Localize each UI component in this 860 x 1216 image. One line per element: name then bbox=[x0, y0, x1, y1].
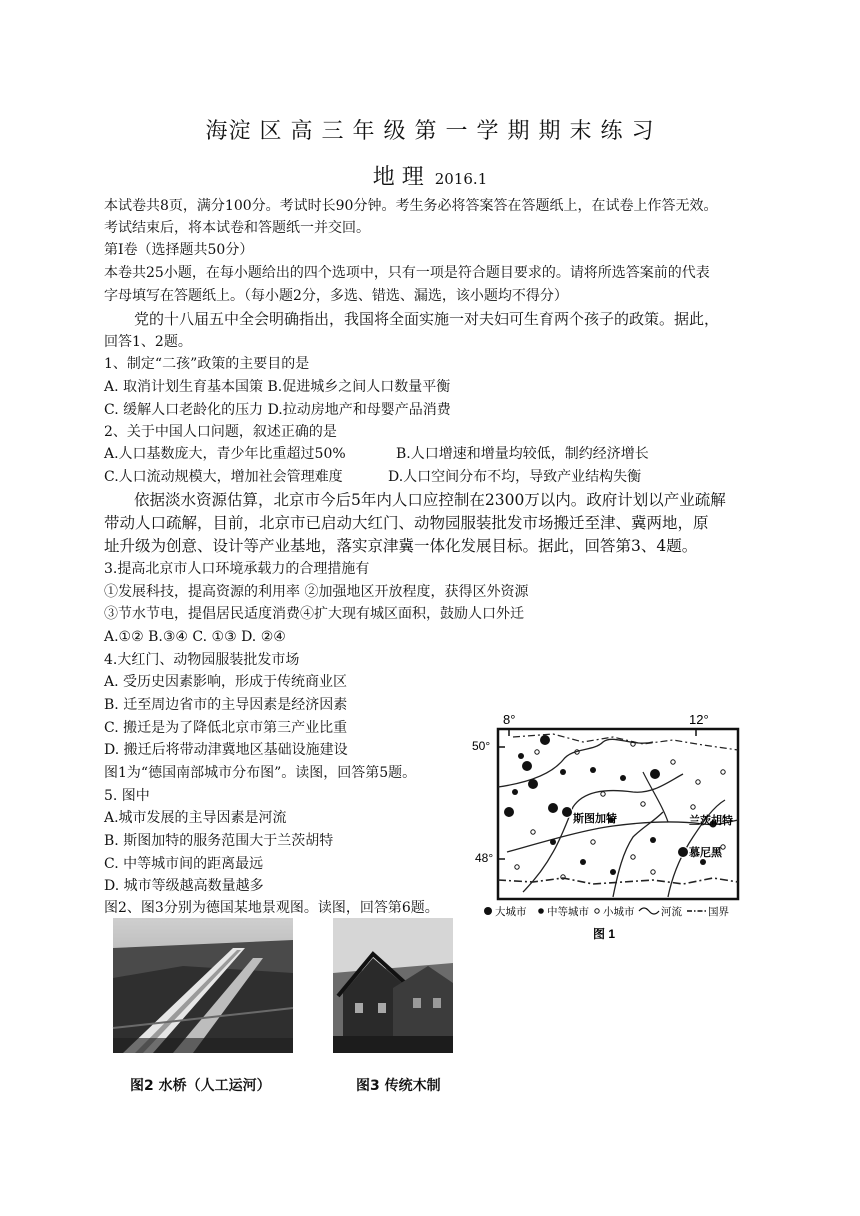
national-border bbox=[498, 878, 738, 884]
instructions-line-1: 本试卷共8页，满分100分。考试时长90分钟。考生务必将答案答在答题纸上，在试卷上作答无效。 bbox=[104, 198, 718, 214]
legend-small-city-symbol bbox=[595, 909, 599, 913]
q1-options-ab: A. 取消计划生育基本国策 B.促进城乡之间人口数量平衡 bbox=[104, 379, 451, 395]
fig23-intro: 图2、图3分别为德国某地景观图。读图，回答第6题。 bbox=[104, 900, 439, 916]
passage2-line-1: 依据淡水资源估算，北京市今后5年内人口应控制在2300万以内。政府计划以产业疏解 bbox=[134, 491, 726, 509]
small-city bbox=[671, 760, 675, 764]
small-city bbox=[696, 780, 700, 784]
fig3-caption: 图3 传统木制 bbox=[356, 1078, 441, 1094]
q1-stem: 1、制定“二孩”政策的主要目的是 bbox=[104, 356, 310, 372]
q4-option-b: B. 迁至周边省市的主导因素是经济因素 bbox=[104, 697, 348, 713]
passage1-line-1: 党的十八届五中全会明确指出，我国将全面实施一对夫妇可生育两个孩子的政策。据此， bbox=[134, 310, 720, 328]
q5-stem: 5. 图中 bbox=[104, 788, 150, 804]
large-city bbox=[504, 807, 514, 817]
small-city bbox=[641, 802, 645, 806]
small-city bbox=[591, 840, 595, 844]
small-city bbox=[515, 865, 519, 869]
river bbox=[643, 772, 668, 822]
q5-option-b: B. 斯图加特的服务范围大于兰茨胡特 bbox=[104, 833, 334, 849]
q5-option-a: A.城市发展的主导因素是河流 bbox=[104, 810, 287, 826]
medium-city bbox=[518, 753, 524, 759]
q2-option-d: D.人口空间分布不均，导致产业结构失衡 bbox=[388, 469, 642, 485]
q4-stem: 4.大红门、动物园服装批发市场 bbox=[104, 652, 300, 668]
exam-subject: 地 理 bbox=[372, 165, 424, 190]
fig2-caption: 图2 水桥（人工运河） bbox=[130, 1078, 271, 1094]
exam-date: 2016.1 bbox=[434, 170, 488, 188]
large-city bbox=[528, 779, 538, 789]
legend-border: 国界 bbox=[708, 906, 729, 918]
map-lat-50-label: 50° bbox=[472, 739, 491, 753]
q2-option-a: A.人口基数庞大，青少年比重超过50% bbox=[104, 446, 346, 462]
map-lat-48-label: 48° bbox=[475, 851, 494, 865]
city-distribution-map bbox=[472, 712, 743, 944]
q5-option-d: D. 城市等级越高数量越多 bbox=[104, 878, 264, 894]
instructions-line-4: 字母填写在答题纸上。（每小题2分，多选、错选、漏选，该小题均不得分） bbox=[104, 288, 568, 304]
medium-city bbox=[580, 859, 586, 865]
small-city bbox=[601, 792, 605, 796]
small-city bbox=[631, 855, 635, 859]
legend-large-city-symbol bbox=[484, 907, 492, 915]
part1-heading: 第I卷（选择题共50分） bbox=[104, 242, 254, 258]
large-city bbox=[522, 761, 532, 771]
medium-city bbox=[550, 839, 556, 845]
timber-house-photo bbox=[333, 918, 453, 1053]
large-city bbox=[562, 807, 573, 818]
large-city bbox=[650, 769, 660, 779]
aqueduct-bridge-photo bbox=[113, 918, 293, 1053]
q2-stem: 2、关于中国人口问题，叙述正确的是 bbox=[104, 424, 337, 440]
medium-city bbox=[610, 869, 616, 875]
medium-city bbox=[620, 775, 626, 781]
passage2-line-3: 址升级为创意、设计等产业基地，落实京津冀一体化发展目标。据此，回答第3、4题。 bbox=[104, 537, 698, 555]
exam-title: 海淀 区 高 三 年 级 第 一 学 期 期 末 练 习 bbox=[205, 119, 655, 144]
passage1-line-2: 回答1、2题。 bbox=[104, 334, 192, 350]
q4-option-a: A. 受历史因素影响，形成于传统商业区 bbox=[104, 674, 348, 690]
exam-subject-line bbox=[0, 160, 860, 191]
instructions-line-2: 考试结束后，将本试卷和答题纸一并交回。 bbox=[104, 220, 370, 236]
legend-river-symbol bbox=[639, 908, 659, 914]
map-legend bbox=[484, 905, 729, 918]
small-city bbox=[691, 805, 695, 809]
q4-option-d: D. 搬迁后将带动津冀地区基础设施建设 bbox=[104, 742, 348, 758]
legend-medium-city: 中等城市 bbox=[547, 906, 589, 918]
q3-options-34: ③节水节电，提倡居民适度消费④扩大现有城区面积，鼓励人口外迁 bbox=[104, 606, 524, 622]
medium-city bbox=[700, 859, 706, 865]
city-label-munich: 慕尼黑 bbox=[689, 847, 722, 859]
city-label-stuttgart: 斯图加特 bbox=[573, 813, 617, 825]
q3-choices: A.①② B.③④ C. ①③ D. ②④ bbox=[104, 629, 286, 645]
medium-city bbox=[560, 769, 566, 775]
medium-city bbox=[650, 837, 656, 843]
city-label-landshut: 兰茨胡特 bbox=[689, 815, 733, 827]
legend-small-city: 小城市 bbox=[603, 906, 635, 918]
small-city bbox=[721, 770, 725, 774]
instructions-line-3: 本卷共25小题，在每小题给出的四个选项中，只有一项是符合题目要求的。请将所选答案前的代表 bbox=[104, 265, 710, 281]
q1-options-cd: C. 缓解人口老龄化的压力 D.拉动房地产和母婴产品消费 bbox=[104, 402, 451, 418]
river bbox=[498, 739, 653, 787]
q3-options-12: ①发展科技，提高资源的利用率 ②加强地区开放程度，获得区外资源 bbox=[104, 584, 529, 600]
map-lon-12-label: 12° bbox=[689, 712, 709, 727]
q3-stem: 3.提高北京市人口环境承载力的合理措施有 bbox=[104, 561, 370, 577]
q2-option-c: C.人口流动规模大，增加社会管理难度 bbox=[104, 469, 343, 485]
fig1-intro: 图1为“德国南部城市分布图”。读图，回答第5题。 bbox=[104, 765, 417, 781]
large-city bbox=[548, 803, 558, 813]
map-lon-8-label: 8° bbox=[503, 712, 516, 727]
medium-city bbox=[512, 789, 518, 795]
map-caption: 图 1 bbox=[593, 927, 616, 941]
legend-river: 河流 bbox=[661, 906, 682, 918]
legend-medium-city-symbol bbox=[538, 908, 544, 914]
small-city bbox=[651, 870, 655, 874]
small-city bbox=[531, 830, 535, 834]
large-city bbox=[678, 847, 689, 858]
q5-option-c: C. 中等城市间的距离最远 bbox=[104, 856, 264, 872]
large-city bbox=[540, 735, 550, 745]
passage2-line-2: 带动人口疏解，目前，北京市已启动大红门、动物园服装批发市场搬迁至津、冀两地，原 bbox=[104, 514, 709, 532]
medium-city bbox=[590, 767, 596, 773]
small-city bbox=[535, 750, 539, 754]
q2-option-b: B.人口增速和增量均较低，制约经济增长 bbox=[396, 446, 649, 462]
legend-large-city: 大城市 bbox=[495, 906, 527, 918]
q4-option-c: C. 搬迁是为了降低北京市第三产业比重 bbox=[104, 720, 348, 736]
